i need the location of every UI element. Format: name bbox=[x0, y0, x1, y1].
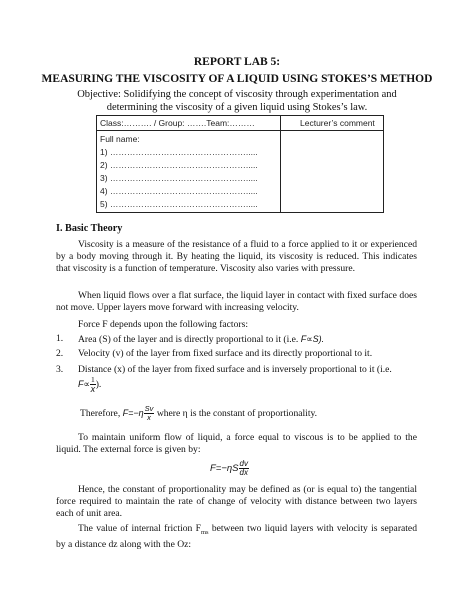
full-name-label: Full name: bbox=[100, 134, 140, 144]
name-line-3[interactable]: 3) …………………………………………..... bbox=[100, 173, 258, 183]
area-proportional-equation: F∝S). bbox=[300, 334, 325, 344]
list-number-1: 1. bbox=[56, 333, 64, 344]
list-item-velocity: Velocity (v) of the layer from fixed surface and its directly proportional to it. bbox=[78, 348, 373, 359]
lecturer-comment-label: Lecturer’s comment bbox=[300, 118, 375, 128]
paragraph-internal-friction: The value of internal friction $F_{ms}$ between two liquid layers with velocity is separated by a distance dz along with the Oz: bbox=[56, 523, 417, 551]
table-column-divider bbox=[280, 116, 281, 212]
distance-proportional-equation: F∝ $\frac{1}{x}$ ). bbox=[78, 375, 102, 394]
objective-line-1: Objective: Solidifying the concept of viscosity through experimentation and bbox=[77, 89, 397, 100]
list-item-area-text: Area (S) of the layer and is directly proportional to it (i.e. bbox=[78, 334, 299, 345]
external-force-equation: F=−ηS $\frac{dv}{dx}$ bbox=[210, 459, 248, 477]
name-line-5[interactable]: 5) …………………………………………..... bbox=[100, 199, 258, 209]
paragraph-viscosity: Viscosity is a measure of the resistance of a fluid to a force applied to it or experienced by a body moving through it. By heating the liquid, its viscosity is reduced. This indicates that viscosity is a function of temperature. Viscosity also varies with pressure. bbox=[56, 239, 417, 275]
list-item-area bbox=[78, 333, 418, 346]
viscous-force-equation: F=−η $\frac{Sv}{x}$ bbox=[122, 404, 154, 422]
report-title: REPORT LAB 5: bbox=[193, 56, 281, 68]
paragraph-proportionality-constant: Hence, the constant of proportionality may be defined as (or is equal to) the tangential force required to maintain the rate of change of velocity with distance between two layers each of unit area. bbox=[56, 484, 417, 520]
list-number-3: 3. bbox=[56, 364, 64, 375]
name-line-1[interactable]: 1) …………………………………………..... bbox=[100, 147, 258, 157]
therefore-line: Therefore, F=−η $\frac{Sv}{x}$ where η is the constant of proportionality. bbox=[80, 404, 318, 422]
list-item-distance-text: Distance (x) of the layer from fixed surface and is inversely proportional to it (i.e. bbox=[78, 364, 392, 375]
report-subtitle: MEASURING THE VISCOSITY OF A LIQUID USING STOKES’S METHOD bbox=[41, 73, 433, 85]
list-item-distance bbox=[78, 364, 418, 393]
info-table bbox=[96, 115, 384, 213]
paragraph-force-factors: Force F depends upon the following factors: bbox=[78, 319, 248, 330]
list-number-2: 2. bbox=[56, 348, 64, 359]
objective-line-2: determining the viscosity of a given liquid using Stokes’s law. bbox=[106, 102, 368, 113]
paragraph-uniform-flow: To maintain uniform flow of liquid, a force equal to viscous is to be applied to the liquid. The external force is given by: bbox=[56, 432, 417, 456]
name-line-4[interactable]: 4) …………………………………………..... bbox=[100, 186, 258, 196]
paragraph-liquid-flow: When liquid flows over a flat surface, the liquid layer in contact with fixed surface does not move. Upper layers move forward with increasing velocity. bbox=[56, 290, 417, 314]
name-line-2[interactable]: 2) …………………………………………..... bbox=[100, 160, 258, 170]
class-group-team-field[interactable]: Class:………. / Group: …….Team:……… bbox=[100, 118, 255, 128]
section-heading: I. Basic Theory bbox=[56, 223, 123, 234]
